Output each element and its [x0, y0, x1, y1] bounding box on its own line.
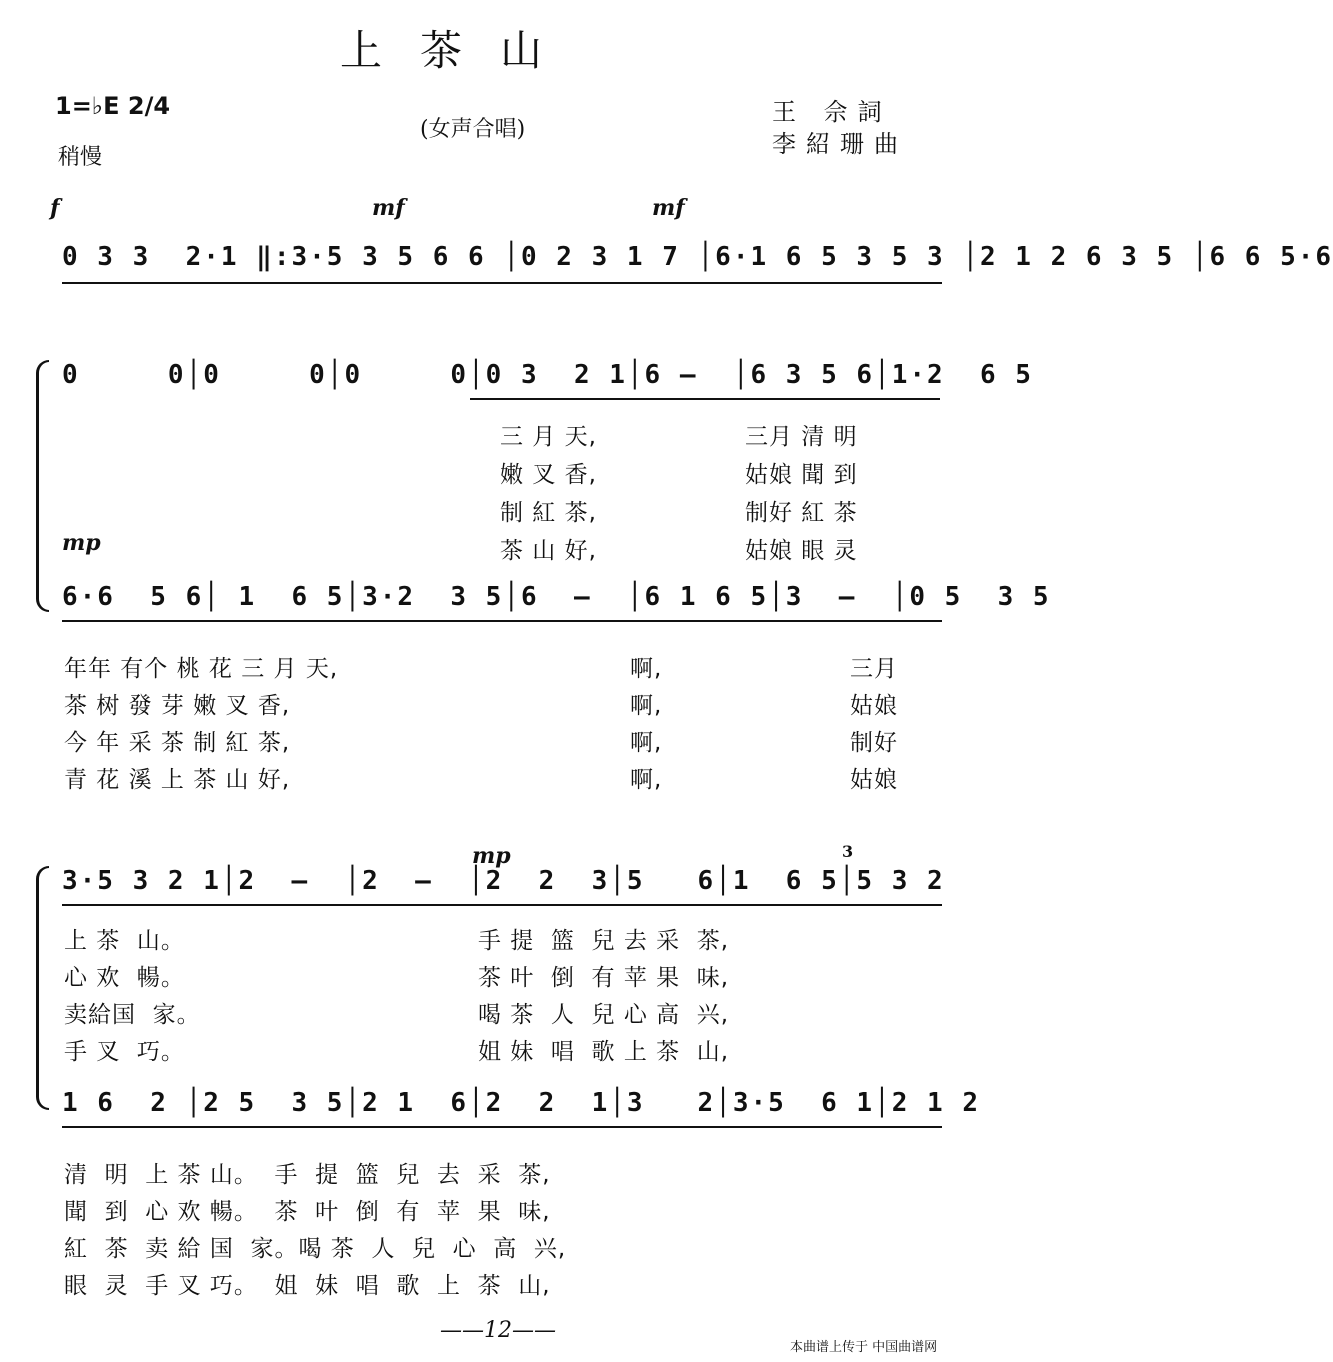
lyric-line: 嫩 叉 香, [500, 462, 597, 488]
lyric-line: 清 明 上 茶 山。 手 提 篮 兒 去 采 茶, [64, 1162, 551, 1188]
dynamic-mp: mp [472, 843, 511, 869]
lyric-line: 心 欢 暢。 [64, 965, 185, 991]
beam-underline [62, 904, 942, 906]
lyric-line: 上 茶 山。 [64, 928, 185, 954]
lyric-line: 姑娘 聞 到 [745, 462, 858, 488]
score-line-intro: 0 3 3 2·1 ‖:3·5 3 5 6 6 │0 2 3 1 7 │6·1 6 5 3 5 3 │2 1 2 6 3 5 │6 6 5·6 [62, 242, 1333, 272]
tempo-marking: 稍慢 [58, 145, 103, 170]
lyric-line: 年年 有个 桃 花 三 月 天, [64, 656, 339, 682]
beam-underline [62, 282, 942, 284]
lyric-line: 茶 树 發 芽 嫩 叉 香, [64, 693, 291, 719]
page-title: 上茶山 [340, 26, 581, 75]
lyric-line: 三月 [850, 656, 898, 682]
subtitle: (女声合唱) [420, 117, 526, 142]
lyric-line: 三 月 天, [500, 424, 597, 450]
lyric-line: 卖給国 家。 [64, 1002, 201, 1028]
lyric-line: 茶 山 好, [500, 538, 597, 564]
lyric-line: 眼 灵 手 叉 巧。 姐 妹 唱 歌 上 茶 山, [64, 1273, 551, 1299]
lyric-line: 青 花 溪 上 茶 山 好, [64, 767, 291, 793]
lyric-line: 制好 紅 茶 [745, 500, 858, 526]
lyric-line: 姑娘 [850, 767, 898, 793]
lyric-line: 姑娘 眼 灵 [745, 538, 858, 564]
page-number: ——12—— [440, 1318, 556, 1343]
lyric-line: 啊, [630, 767, 663, 793]
lyric-line: 手 叉 巧。 [64, 1039, 185, 1065]
dynamic-mp: mp [62, 530, 101, 556]
lyric-line: 茶 叶 倒 有 苹 果 味, [478, 965, 730, 991]
composer-credit: 李紹珊曲 [772, 130, 908, 158]
lyric-line: 啊, [630, 730, 663, 756]
lyric-line: 紅 茶 卖 給 国 家。喝 茶 人 兒 心 高 兴, [64, 1236, 567, 1262]
score-line-upper-1: 0 0│0 0│0 0│0 3 2 1│6 — │6 3 5 6│1·2 6 5 [62, 360, 1033, 390]
lyric-line: 今 年 采 茶 制 紅 茶, [64, 730, 291, 756]
system-brace [36, 360, 49, 612]
source-credit: 本曲谱上传于 中国曲谱网 [790, 1340, 938, 1355]
key-signature: 1=♭E 2/4 [55, 92, 171, 120]
lyric-line: 三月 清 明 [745, 424, 858, 450]
beam-underline [62, 620, 942, 622]
score-line-upper-2: 3·5 3 2 1│2 — │2 — │2 2 3│5 6│1 6 5│5 3 2 [62, 866, 945, 896]
score-line-lower-1: 6·6 5 6│ 1 6 5│3·2 3 5│6 — │6 1 6 5│3 — │0 5 3 5 [62, 582, 1051, 612]
lyric-line: 聞 到 心 欢 暢。 茶 叶 倒 有 苹 果 味, [64, 1199, 551, 1225]
score-line-lower-2: 1 6 2 │2 5 3 5│2 1 6│2 2 1│3 2│3·5 6 1│2 1 2 [62, 1088, 980, 1118]
lyric-line: 姑娘 [850, 693, 898, 719]
dynamic-mf: mf [652, 195, 685, 221]
lyricist-credit: 王 佘詞 [772, 98, 892, 126]
system-brace [36, 866, 49, 1110]
lyric-line: 姐 妹 唱 歌 上 茶 山, [478, 1039, 730, 1065]
lyric-line: 制 紅 茶, [500, 500, 597, 526]
dynamic-mf: mf [372, 195, 405, 221]
lyric-line: 手 提 篮 兒 去 采 茶, [478, 928, 730, 954]
lyric-line: 啊, [630, 693, 663, 719]
lyric-line: 制好 [850, 730, 898, 756]
grace-note: 3 [842, 842, 854, 861]
lyric-line: 喝 茶 人 兒 心 高 兴, [478, 1002, 730, 1028]
beam-underline [62, 1126, 942, 1128]
beam-underline [470, 398, 940, 400]
lyric-line: 啊, [630, 656, 663, 682]
dynamic-f: f [50, 195, 60, 221]
